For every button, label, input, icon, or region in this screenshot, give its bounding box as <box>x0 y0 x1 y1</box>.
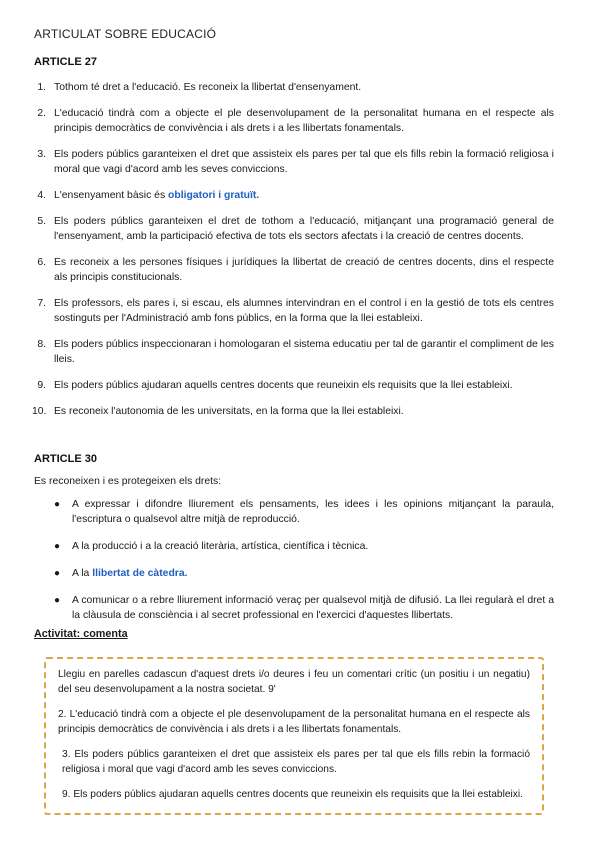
item-number: 6. <box>37 257 46 268</box>
item-text: A la <box>72 568 93 579</box>
list-item <box>34 593 554 623</box>
item-number: 4. <box>37 190 46 201</box>
bullet-icon: ● <box>54 595 61 606</box>
activity-quote: 9. Els poders públics ajudaran aquells centres docents que reuneixin els requisits que la llei estableixi. <box>62 789 523 800</box>
list-item <box>34 188 554 203</box>
item-text: Els poders públics garanteixen el dret que assisteix els pares per tal que els fills rebin la formació religiosa i moral que vagi d'acord amb les seves conviccions. <box>54 149 554 175</box>
document-title: ARTICULAT SOBRE EDUCACIÓ <box>34 27 217 41</box>
article-30-heading: ARTICLE 30 <box>34 453 97 465</box>
article-27-list <box>34 80 554 430</box>
list-item <box>34 80 554 95</box>
item-number: 7. <box>37 298 46 309</box>
item-number: 2. <box>37 108 46 119</box>
list-item <box>34 539 554 554</box>
item-text: L'educació tindrà com a objecte el ple desenvolupament de la personalitat humana en el respecte als principis democràtics de convivència i als drets i a les llibertats fonamentals. <box>54 108 554 134</box>
item-text: Els poders públics inspeccionaran i homologaran el sistema educatiu per tal de garantir el compliment de les lleis. <box>54 339 554 365</box>
list-item <box>34 378 554 393</box>
item-number: 9. <box>37 380 46 391</box>
item-text: A expressar i difondre lliurement els pensaments, les idees i les opinions mitjançant la paraula, l'escriptura o qualsevol altre mitjà de reproducció. <box>72 499 554 525</box>
list-item <box>34 337 554 367</box>
article-30-intro: Es reconeixen i es protegeixen els drets: <box>34 476 222 487</box>
highlighted-text: obligatori i gratuït. <box>168 190 260 201</box>
item-number: 5. <box>37 216 46 227</box>
highlighted-text: llibertat de càtedra. <box>92 568 188 579</box>
list-item <box>34 255 554 285</box>
bullet-icon: ● <box>54 568 61 579</box>
activity-heading: Activitat: comenta <box>34 628 128 640</box>
bullet-icon: ● <box>54 499 61 510</box>
list-item <box>34 566 554 581</box>
list-item <box>34 497 554 527</box>
list-item <box>34 296 554 326</box>
activity-quote: 3. Els poders públics garanteixen el dret que assisteix els pares per tal que els fills rebin la formació religiosa i moral que vagi d'acord amb les seves conviccions. <box>62 749 530 775</box>
list-item <box>34 214 554 244</box>
activity-quote: 2. L'educació tindrà com a objecte el ple desenvolupament de la personalitat humana en el respecte als principis democràtics de convivència i als drets i a les llibertats fonamentals. <box>58 709 530 735</box>
list-item <box>34 147 554 177</box>
item-text: L'ensenyament bàsic és <box>54 190 169 201</box>
activity-instructions: Llegiu en parelles cadascun d'aquest drets i/o deures i feu un comentari crític (un positiu i un negatiu) del seu desenvolupament a la nostra societat. 9' <box>58 669 530 695</box>
article-27-heading: ARTICLE 27 <box>34 56 97 68</box>
item-text: A la producció i a la creació literària, artística, científica i tècnica. <box>72 541 369 552</box>
item-text: Es reconeix l'autonomia de les universitats, en la forma que la llei estableixi. <box>54 406 404 417</box>
bullet-icon: ● <box>54 541 61 552</box>
item-number: 1. <box>37 82 46 93</box>
item-text: Els poders públics ajudaran aquells centres docents que reuneixin els requisits que la llei estableixi. <box>54 380 513 391</box>
item-text: Els professors, els pares i, si escau, els alumnes intervindran en el control i en la gestió de tots els centres sostinguts per l'Administració amb fons públics, en la forma que la llei estableixi. <box>54 298 554 324</box>
item-text: Tothom té dret a l'educació. Es reconeix la llibertat d'ensenyament. <box>54 82 362 93</box>
item-text: A comunicar o a rebre lliurement informació veraç per qualsevol mitjà de difusió. La llei regularà el dret a la clàusula de consciència i al secret professional en l'exercici d'aquestes llibertats. <box>72 595 554 621</box>
item-text: Els poders públics garanteixen el dret de tothom a l'educació, mitjançant una programació general de l'ensenyament, amb la participació efectiva de tots els sectors afectats i la creació de centres docents. <box>54 216 554 242</box>
activity-box <box>44 657 544 815</box>
list-item <box>34 404 554 419</box>
item-number: 10. <box>32 406 47 417</box>
item-number: 3. <box>37 149 46 160</box>
item-number: 8. <box>37 339 46 350</box>
item-text: Es reconeix a les persones físiques i jurídiques la llibertat de creació de centres docents, dins el respecte als principis constitucionals. <box>54 257 554 283</box>
list-item <box>34 106 554 136</box>
article-30-list <box>34 497 554 635</box>
